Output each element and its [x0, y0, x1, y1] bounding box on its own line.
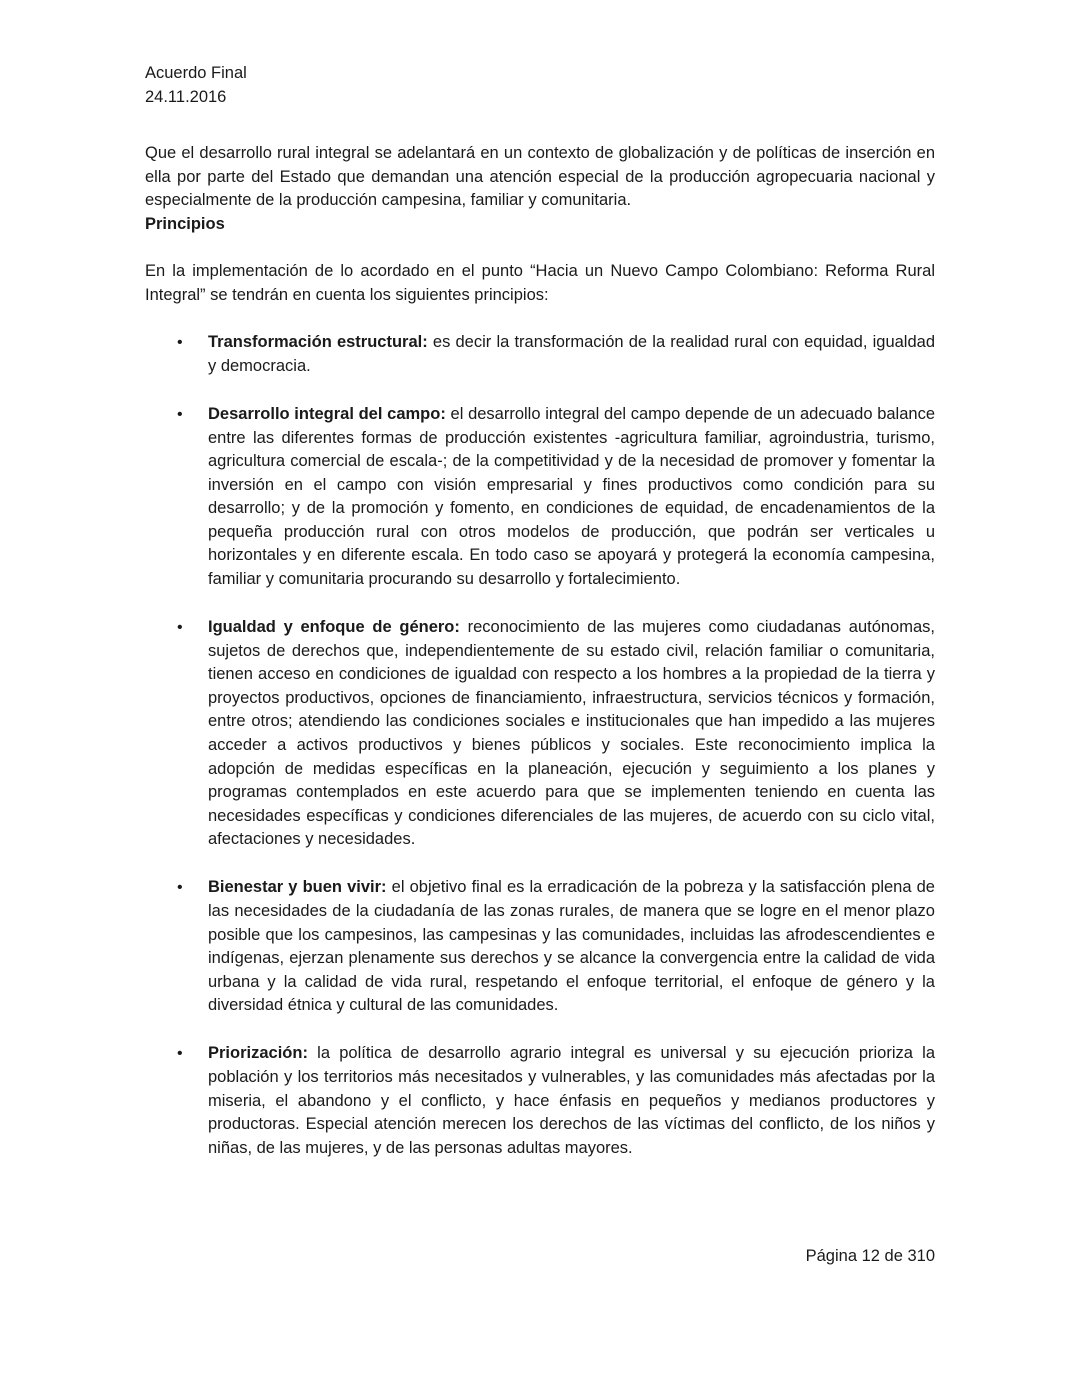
principle-text: es decir la transformación de la realidad rural con equidad, igualdad y democracia.	[208, 333, 935, 375]
list-item	[145, 616, 935, 852]
principle-term: Transformación estructural:	[208, 333, 428, 352]
principle-text: reconocimiento de las mujeres como ciudadanas autónomas, sujetos de derechos que, independientemente de su estado civil, relación familiar o comunitaria, tienen acceso en condiciones de igualdad con respecto a los hombres a la propiedad de la tierra y proyectos productivos, opciones de financiamiento, infraestructura, servicios técnicos y formación, entre otros; atendiendo las condiciones sociales e institucionales que han impedido a las mujeres acceder a activos productivos y bienes públicos y sociales. Este reconocimiento implica la adopción de medidas específicas en la planeación, ejecución y seguimiento a los planes y programas contemplados en este acuerdo para que se implementen teniendo en cuenta las necesidades específicas y condiciones diferenciales de las mujeres, de acuerdo con su ciclo vital, afectaciones y necesidades.	[208, 618, 935, 849]
document-page	[145, 62, 935, 1160]
principle-term: Priorización:	[208, 1044, 308, 1063]
bullet-icon: •	[177, 405, 183, 423]
principle-term: Bienestar y buen vivir:	[208, 878, 387, 897]
principle-text: el desarrollo integral del campo depende de un adecuado balance entre las diferentes formas de producción existentes -agricultura familiar, agroindustria, turismo, agricultura comercial de escala-; de la competitividad y de la necesidad de promover y fomentar la inversión en el campo con visión empresarial y fines productivos como condición para su desarrollo; y de la promoción y fomento, en condiciones de equidad, de encadenamientos de la pequeña producción rural con otros modelos de producción, que podrán ser verticales u horizontales y en diferente escala. En todo caso se apoyará y protegerá la economía campesina, familiar y comunitaria procurando su desarrollo y fortalecimiento.	[208, 404, 935, 589]
principles-list	[145, 331, 935, 1160]
principle-text: la política de desarrollo agrario integral es universal y su ejecución prioriza la población y los territorios más necesitados y vulnerables, y las comunidades más afectadas por la miseria, el abandono y el conflicto, y hace énfasis en pequeños y medianos productores y productoras. Especial atención merecen los derechos de las víctimas del conflicto, de los niños y niñas, de las mujeres, y de las personas adultas mayores.	[208, 1044, 935, 1157]
bullet-icon: •	[177, 619, 183, 637]
list-item	[145, 1042, 935, 1160]
document-date: 24.11.2016	[145, 87, 227, 106]
list-item	[145, 331, 935, 378]
section-title: Principios	[145, 214, 225, 233]
bullet-icon: •	[177, 879, 183, 897]
section-intro: En la implementación de lo acordado en el punto “Hacia un Nuevo Campo Colombiano: Reforma Rural Integral” se tendrán en cuenta los siguientes principios:	[145, 262, 935, 304]
document-title: Acuerdo Final	[145, 64, 247, 82]
page-number: Página 12 de 310	[805, 1247, 935, 1265]
list-item	[145, 876, 935, 1018]
bullet-icon: •	[177, 1045, 183, 1063]
bullet-icon: •	[177, 334, 183, 352]
principle-term: Igualdad y enfoque de género:	[208, 618, 460, 637]
list-item	[145, 403, 935, 592]
principle-text: el objetivo final es la erradicación de la pobreza y la satisfacción plena de las necesidades de la ciudadanía de las zonas rurales, de manera que se logre en el menor plazo posible que los campesinos, las campesinas y las comunidades, incluidas las afrodescendientes e indígenas, ejerzan plenamente sus derechos y se alcance la convergencia entre la calidad de vida urbana y la calidad de vida rural, respetando el enfoque territorial, el enfoque de género y la diversidad étnica y cultural de las comunidades.	[208, 878, 935, 1015]
principle-term: Desarrollo integral del campo:	[208, 404, 446, 423]
intro-paragraph: Que el desarrollo rural integral se adelantará en un contexto de globalización y de políticas de inserción en ella por parte del Estado que demandan una atención especial de la producción agropecuaria nacional y especialmente de la producción campesina, familiar y comunitaria.	[145, 144, 935, 210]
